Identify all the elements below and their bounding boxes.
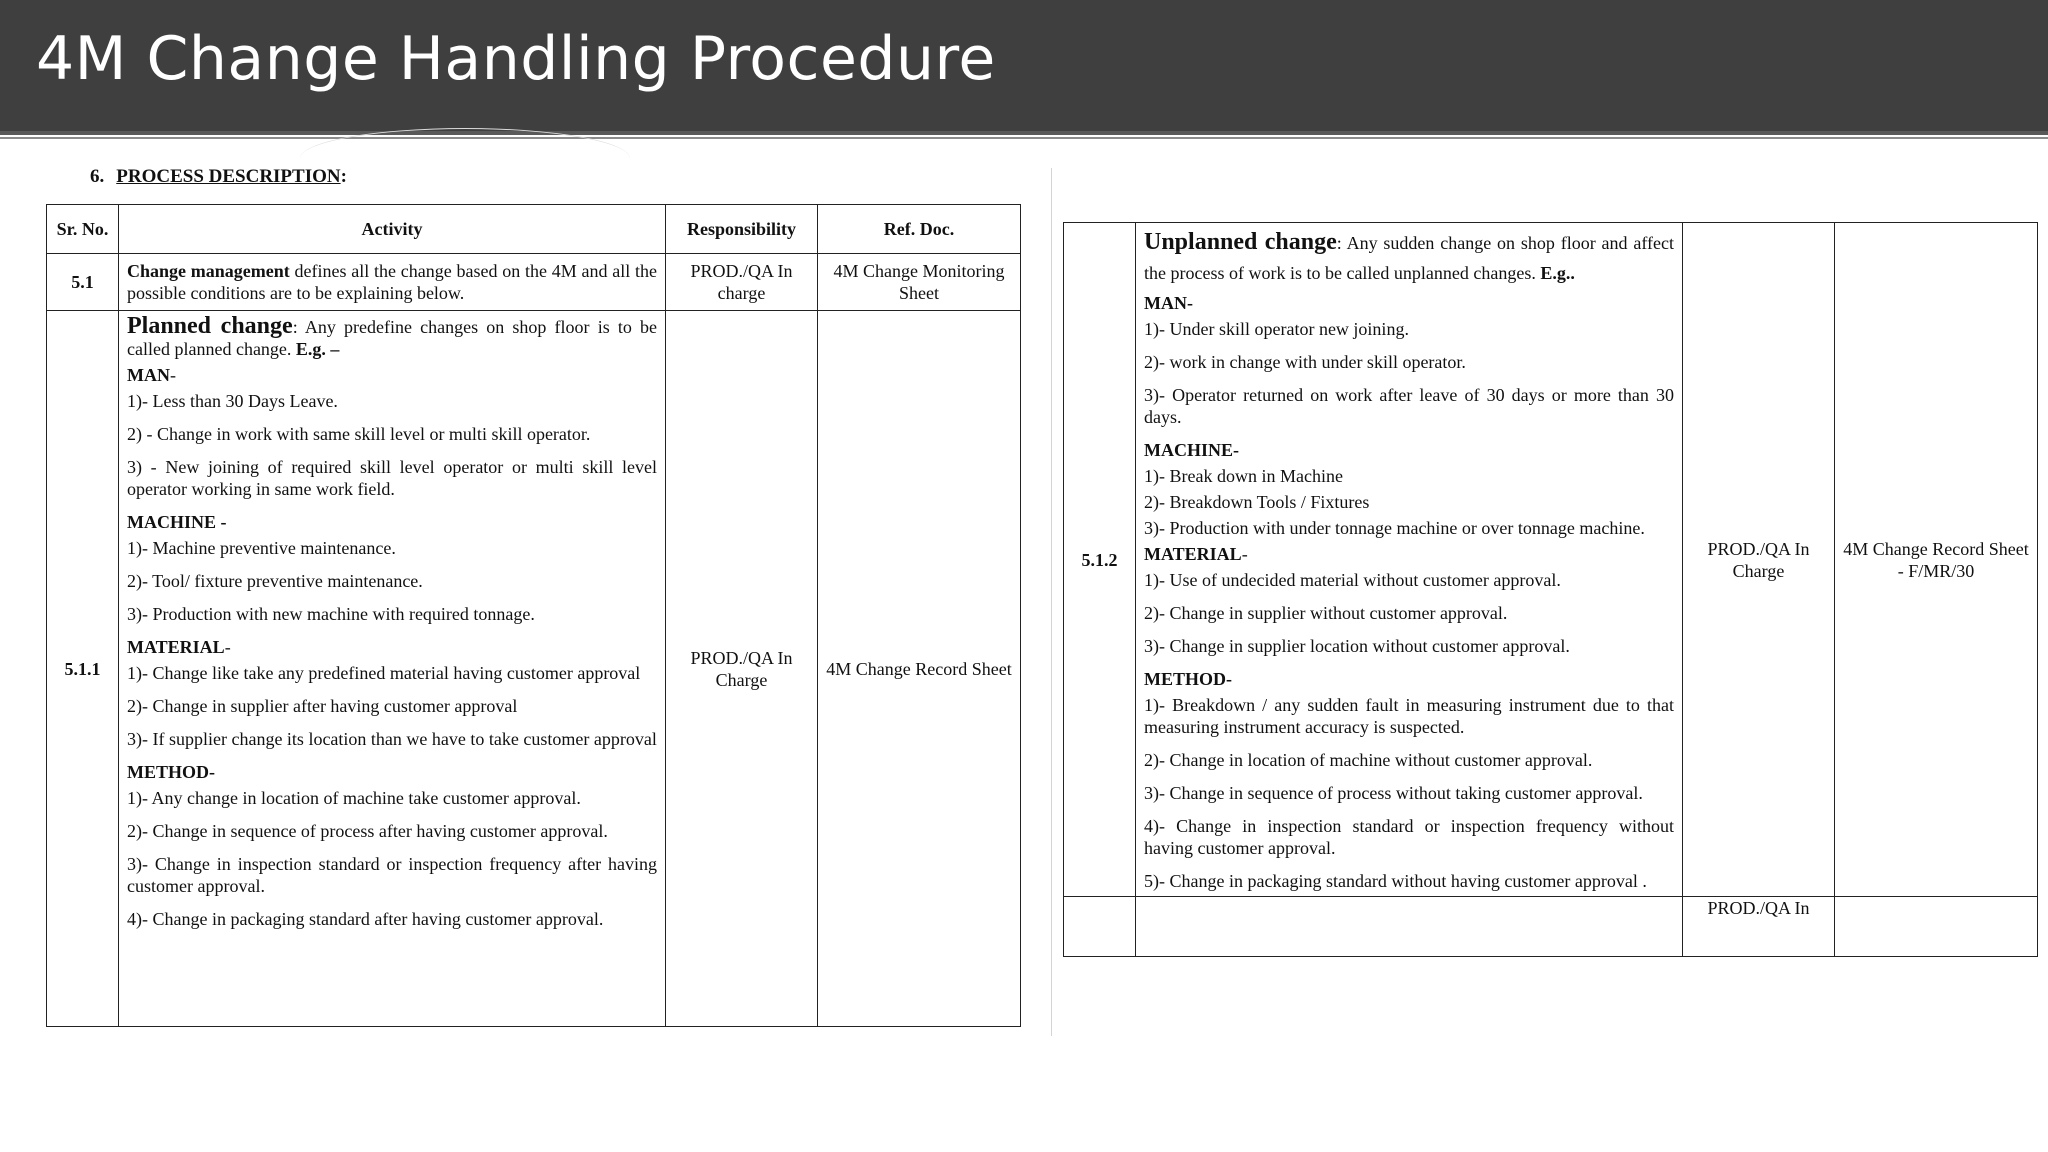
method-heading: METHOD- [127,762,215,782]
planned-change-eg: E.g. – [295,339,340,359]
header-responsibility: Responsibility [666,205,818,254]
header-ref-doc: Ref. Doc. [818,205,1021,254]
row-responsibility: PROD./QA In Charge [666,311,818,1027]
table-row [1064,223,2038,897]
list-item: 1)- Under skill operator new joining. [1144,319,1409,339]
man-heading-dash: - [170,365,176,385]
list-item: 4)- Change in packaging standard after having customer approval. [127,909,604,929]
list-item: 3)- Change in supplier location without customer approval. [1144,636,1570,656]
list-item: 1)- Use of undecided material without customer approval. [1144,570,1561,590]
list-item: 3)- Operator returned on work after leave of 30 days or more than 30 days. [1144,385,1674,427]
list-item: 2)- Breakdown Tools / Fixtures [1144,492,1370,512]
list-item: 3) - New joining of required skill level operator or multi skill level operator working in same work field. [127,457,657,499]
row-sr-number [1064,897,1136,957]
list-item: 3)- Change in sequence of process without taking customer approval. [1144,783,1643,803]
page-divider [1051,168,1052,1036]
row-responsibility: PROD./QA In [1683,897,1835,957]
list-item: 2)- Tool/ fixture preventive maintenance. [127,571,423,591]
list-item: 1)- Break down in Machine [1144,466,1343,486]
header-activity: Activity [119,205,666,254]
planned-change-intro: : Any predefine changes on shop floor is to be called planned change. [127,317,657,359]
list-item: 1)- Less than 30 Days Leave. [127,391,338,411]
list-item: 1)- Breakdown / any sudden fault in measuring instrument due to that measuring instrument accuracy is suspected. [1144,695,1674,737]
list-item: 2)- Change in location of machine without customer approval. [1144,750,1593,770]
list-item: 3)- If supplier change its location than we have to take customer approval [127,729,657,749]
faint-arc-decoration [300,128,630,189]
row-activity [1136,897,1683,957]
method-heading: METHOD- [1144,669,1232,689]
unplanned-change-title: Unplanned change [1144,229,1337,255]
row-activity [119,311,666,1027]
machine-heading: MACHINE - [127,512,227,532]
title-underline-thick [0,131,2048,135]
list-item: 4)- Change in inspection standard or inspection frequency without having customer approval. [1144,816,1674,858]
section-heading [90,166,347,188]
machine-heading: MACHINE- [1144,440,1239,460]
row-responsibility: PROD./QA In charge [666,254,818,311]
man-heading: MAN [127,365,170,385]
row-activity [119,254,666,311]
row-sr-number: 5.1 [47,254,119,311]
slide-title-bar [0,0,2048,131]
table-row [47,254,1021,311]
man-heading: MAN- [1144,293,1193,313]
row-activity [1136,223,1683,897]
activity-lead: Change management [127,261,290,281]
row-ref-doc: 4M Change Monitoring Sheet [818,254,1021,311]
list-item: 1)- Any change in location of machine take customer approval. [127,788,581,808]
material-heading: MATERIAL [1144,544,1242,564]
activity-text: defines all the change based on the 4M and all the possible conditions are to be explaining below. [127,261,657,303]
list-item: 1)- Change like take any predefined material having customer approval [127,663,641,683]
list-item: 2) - Change in work with same skill level or multi skill operator. [127,424,591,444]
right-table-viewport [1063,222,2048,1017]
section-title: PROCESS DESCRIPTION [116,166,341,187]
process-description-table-left [46,204,1021,1027]
slide-title: 4M Change Handling Procedure [36,24,996,94]
section-number: 6. [90,166,105,187]
list-item: 2)- Change in sequence of process after having customer approval. [127,821,608,841]
material-heading-dash: - [1241,544,1248,564]
title-underline-thin [0,137,2048,139]
material-heading: MATERIAL [127,637,225,657]
section-colon: : [340,166,347,187]
list-item: 5)- Change in packaging standard without having customer approval . [1144,871,1647,891]
row-sr-number: 5.1.2 [1064,223,1136,897]
unplanned-change-intro: : Any sudden change on shop floor and affect the process of work is to be called unplanned changes. [1144,233,1674,283]
list-item: 3)- Production with new machine with required tonnage. [127,604,535,624]
list-item: 1)- Machine preventive maintenance. [127,538,396,558]
process-description-table-right [1063,222,2038,957]
table-row [47,311,1021,1027]
table-row-partial [1064,897,2038,957]
planned-change-title: Planned change [127,313,293,339]
table-header-row [47,205,1021,254]
row-ref-doc [1835,897,2038,957]
header-sr-no: Sr. No. [47,205,119,254]
list-item: 2)- work in change with under skill operator. [1144,352,1466,372]
list-item: 2)- Change in supplier after having customer approval [127,696,518,716]
row-ref-doc: 4M Change Record Sheet [818,311,1021,1027]
row-sr-number: 5.1.1 [47,311,119,1027]
list-item: 2)- Change in supplier without customer approval. [1144,603,1508,623]
unplanned-change-eg: E.g.. [1540,263,1575,283]
list-item: 3)- Change in inspection standard or inspection frequency after having customer approval. [127,854,657,896]
material-heading-dash: - [224,637,231,657]
list-item: 3)- Production with under tonnage machine or over tonnage machine. [1144,518,1645,538]
row-ref-doc: 4M Change Record Sheet - F/MR/30 [1835,223,2038,897]
row-responsibility: PROD./QA In Charge [1683,223,1835,897]
